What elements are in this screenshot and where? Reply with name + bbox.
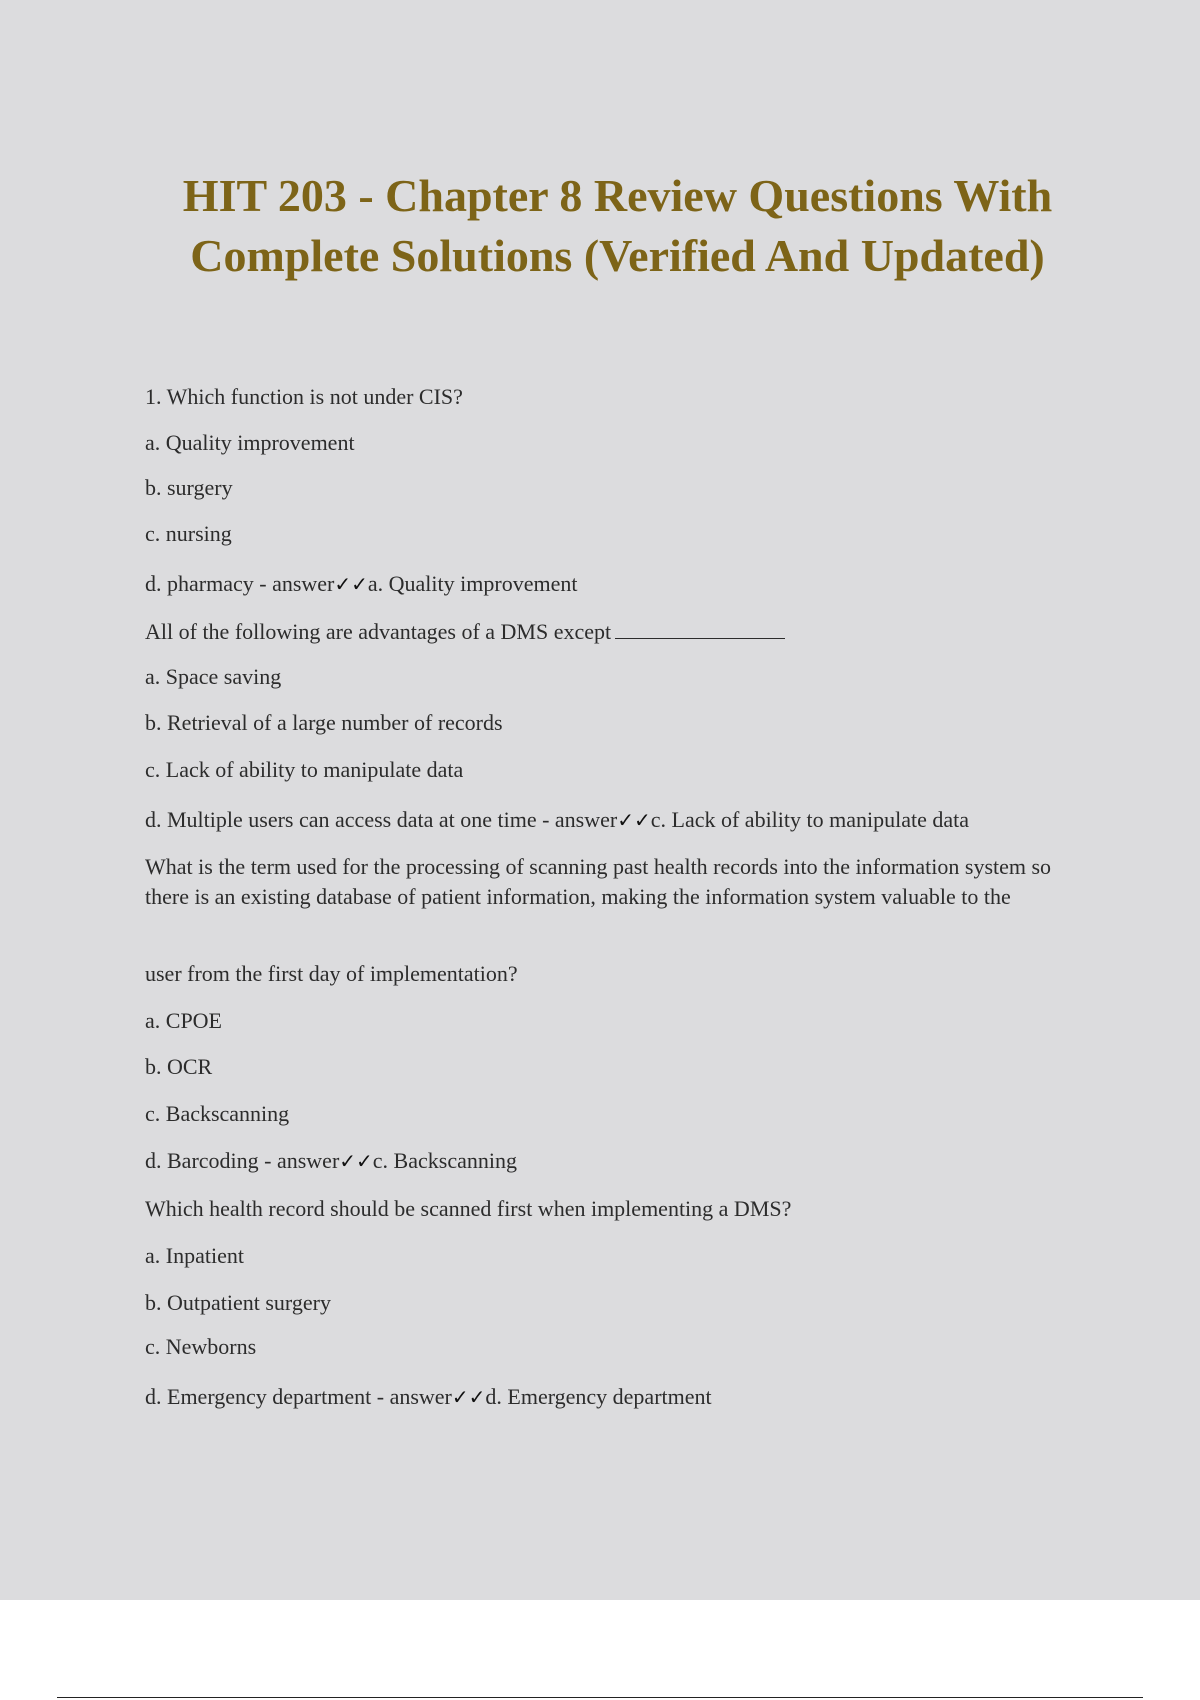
question-stem: Which health record should be scanned first when implementing a DMS? xyxy=(145,1196,792,1221)
document-title xyxy=(100,166,1135,286)
answer-line xyxy=(145,571,577,597)
answer-option: c. Newborns xyxy=(145,1334,257,1359)
last-option: d. Multiple users can access data at one time - xyxy=(145,807,555,832)
answer-option: b. surgery xyxy=(145,475,233,500)
question-stem: 1. Which function is not under CIS? xyxy=(145,384,463,409)
answer-option: b. Outpatient surgery xyxy=(145,1290,331,1315)
correct-answer: c. Backscanning xyxy=(372,1148,517,1173)
answer-option: c. Lack of ability to manipulate data xyxy=(145,757,464,782)
checkmark-icon: ✓✓ xyxy=(334,572,368,596)
answer-marker: answer xyxy=(554,807,618,832)
answer-line xyxy=(145,1384,712,1410)
question-stem-line xyxy=(145,618,785,645)
question-stem: What is the term used for the processing of scanning past health records into the information system so there is an existing database of patient information, making the information system valuable to the xyxy=(145,854,1052,909)
answer-line xyxy=(145,1148,517,1174)
last-option: d. Barcoding - xyxy=(145,1148,277,1173)
answer-option: a. CPOE xyxy=(145,1008,222,1033)
question-stem-continued: user from the first day of implementation? xyxy=(145,961,518,986)
correct-answer: a. Quality improvement xyxy=(367,571,578,596)
answer-marker: answer xyxy=(276,1148,340,1173)
answer-option: b. OCR xyxy=(145,1054,213,1079)
correct-answer: d. Emergency department xyxy=(485,1384,712,1409)
checkmark-icon: ✓✓ xyxy=(339,1149,373,1173)
correct-answer: c. Lack of ability to manipulate data xyxy=(650,807,970,832)
question-stem: All of the following are advantages of a DMS except xyxy=(145,619,612,644)
title-line-1: HIT 203 - Chapter 8 Review Questions With xyxy=(182,170,1053,221)
answer-option: a. Inpatient xyxy=(145,1243,244,1268)
footer-divider xyxy=(57,1697,1143,1698)
answer-option: a. Space saving xyxy=(145,664,282,689)
answer-option: c. Backscanning xyxy=(145,1101,290,1126)
answer-option: b. Retrieval of a large number of records xyxy=(145,710,503,735)
fill-in-blank xyxy=(615,618,785,639)
last-option: d. Emergency department - xyxy=(145,1384,390,1409)
checkmark-icon: ✓✓ xyxy=(617,808,651,832)
checkmark-icon: ✓✓ xyxy=(451,1385,486,1409)
answer-option: c. nursing xyxy=(145,521,232,546)
title-line-2: Complete Solutions (Verified And Updated) xyxy=(190,230,1045,281)
answer-marker: answer xyxy=(389,1384,452,1409)
answer-option: a. Quality improvement xyxy=(145,430,355,455)
last-option: d. pharmacy - xyxy=(145,571,273,596)
answer-line xyxy=(145,807,969,833)
answer-marker: answer xyxy=(272,571,335,596)
